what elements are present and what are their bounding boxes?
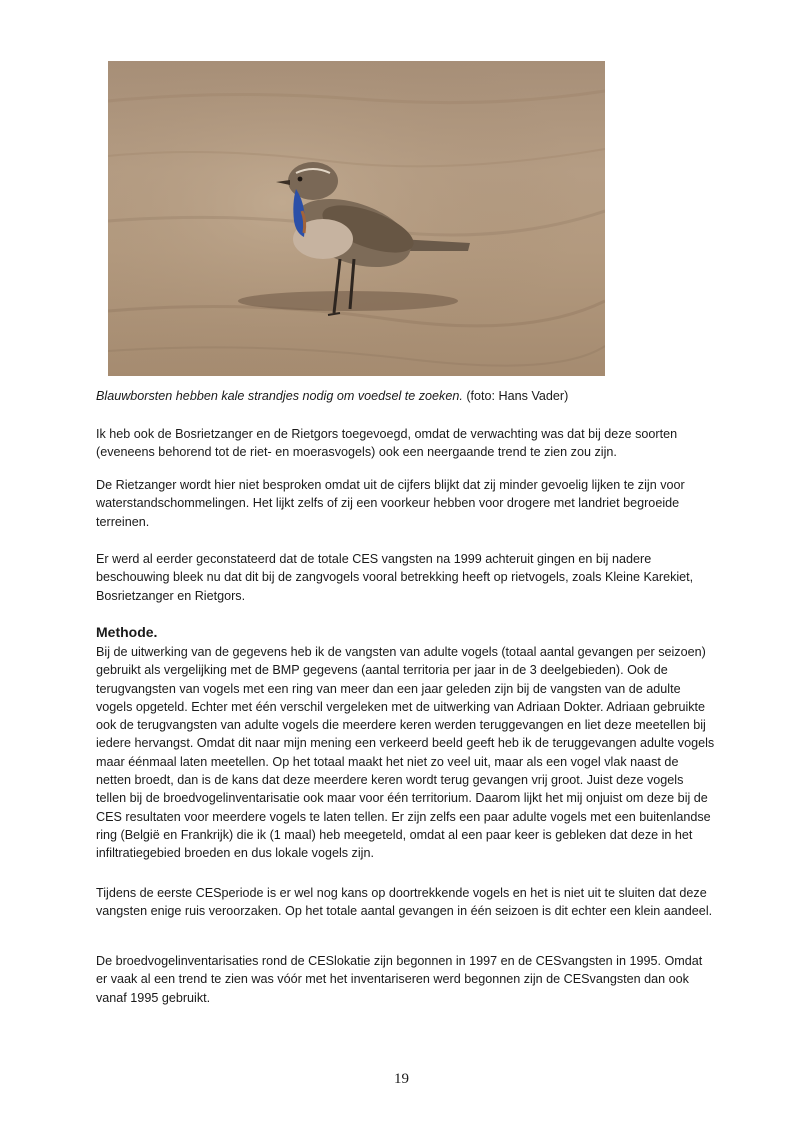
- paragraph-text: Er werd al eerder geconstateerd dat de totale CES vangsten na 1999 achteruit gingen en bij nadere beschouwing bleek nu dat dit bij de zangvogels vooral betrekking heeft op rietvogels, zoals Kleine Karekiet, Bosrietzanger en Rietgors.: [96, 552, 694, 603]
- paragraph-1: [96, 425, 716, 462]
- paragraph-text: Tijdens de eerste CESperiode is er wel nog kans op doortrekkende vogels en het is niet uit te sluiten dat deze vangsten enige ruis veroorzaken. Op het totale aantal gevangen in één seizoen is dit echter een klein aandeel.: [96, 886, 713, 919]
- paragraph-5: [96, 884, 716, 921]
- paragraph-text: De Rietzanger wordt hier niet besproken omdat uit de cijfers blijkt dat zij minder gevoelig lijken te zijn voor waterstandschommelingen. Het lijkt zelfs of zij een voorkeur hebben voor drogere met landriet begroeide terreinen.: [96, 478, 685, 529]
- section-heading: Methode.: [96, 624, 158, 640]
- photo-credit: (foto: Hans Vader): [462, 389, 569, 403]
- page-number: 19: [394, 1071, 409, 1087]
- bird-photo-illustration: [108, 61, 605, 376]
- photo-caption: [96, 387, 716, 405]
- paragraph-6: [96, 952, 716, 1007]
- paragraph-text: De broedvogelinventarisaties rond de CESlokatie zijn begonnen in 1997 en de CESvangsten in 1995. Omdat er vaak al een trend te zien was vóór met het inventariseren werd begonnen zijn de CESvangsten dan ook vanaf 1995 gebruikt.: [96, 954, 703, 1005]
- paragraph-2: [96, 476, 716, 531]
- paragraph-3: [96, 550, 716, 605]
- paragraph-text: Bij de uitwerking van de gegevens heb ik de vangsten van adulte vogels (totaal aantal gevangen per seizoen) gebruikt als vergelijking met de BMP gegevens (aantal territoria per jaar in de 3 deelgebieden). Ook de terugvangsten van vogels met een ring van meer dan een jaar geleden zijn bij de vangsten van de adulte vogels opgeteld. Echter met één verschil vergeleken met de uitwerking van Adriaan Dokter. Adriaan gebruikte ook de terugvangsten van adulte vogels die meerdere keren werden teruggevangen en liet deze meetellen bij iedere hervangst. Omdat dit naar mijn mening een verkeerd beeld geeft heb ik de teruggevangen adulte vogels maar éénmaal laten meetellen. Op het totaal maakt het niet zo veel uit, maar als een vogel vlak naast de netten broedt, dan is de kans dat deze meerdere keren wordt terug gevangen vrij groot. Juist deze vogels tellen bij de broedvogelinventarisatie ook maar voor één territorium. Daarom lijkt het mij onjuist om deze bij de CES resultaten voor meerdere vogels te laten tellen. Er zijn zelfs een paar adulte vogels met een buitenlandse ring (België en Frankrijk) die ik (1 maal) heb meegeteld, omdat al een paar keer is gebleken dat deze in het infiltratiegebied broeden en dus lokale vogels zijn.: [96, 645, 715, 861]
- bluethroat-photo: [108, 61, 605, 376]
- caption-text: Blauwborsten hebben kale strandjes nodig om voedsel te zoeken.: [96, 389, 463, 403]
- paragraph-4: [96, 643, 716, 863]
- paragraph-text: Ik heb ook de Bosrietzanger en de Rietgors toegevoegd, omdat de verwachting was dat bij deze soorten (eveneens behorend tot de riet- en moerasvogels) ook een neergaande trend te zien zou zijn.: [96, 427, 678, 460]
